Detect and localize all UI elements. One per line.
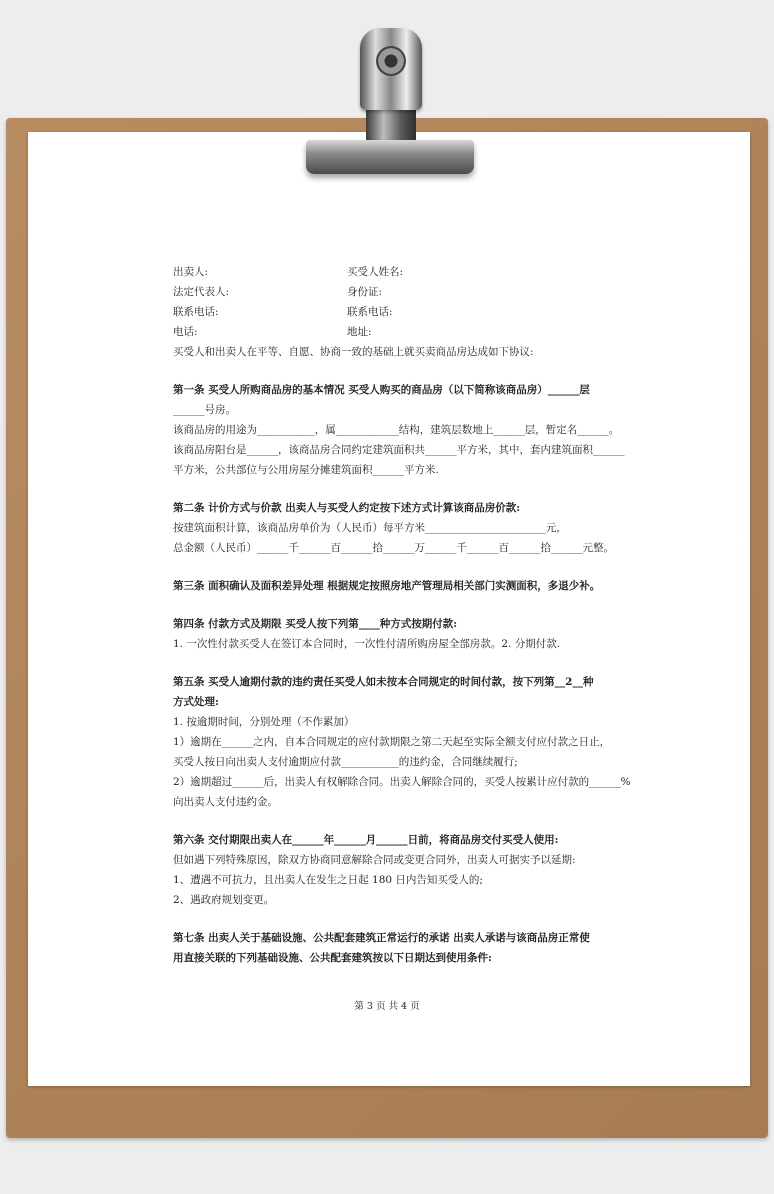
article-6-line: 2、遇政府规划变更。 [173, 894, 275, 906]
article-2-line: 总金额（人民币）______千______百______拾______万______千______百______拾______元整。 [173, 542, 614, 554]
article-1-line: 该商品房的用途为___________，属____________结构，建筑层数地上______层，暂定名______。 [173, 424, 620, 436]
intro-text: 买受人和出卖人在平等、自愿、协商一致的基础上就买卖商品房达成如下协议: [173, 346, 534, 358]
id-card-label: 身份证: [347, 286, 383, 298]
article-1-line: 平方米，公共部位与公用房屋分摊建筑面积______平方米. [173, 464, 439, 476]
article-5-line: 1）逾期在______之内，自本合同规定的应付款期限之第二天起至实际全额支付应付款之日止， [173, 736, 611, 748]
article-2-heading: 第二条 计价方式与价款 出卖人与买受人约定按下述方式计算该商品房价款: [173, 502, 521, 514]
address-label: 地址: [347, 326, 372, 338]
article-5-line: 买受人按日向出卖人支付逾期应付款___________的违约金，合同继续履行; [173, 756, 518, 768]
phone-label: 电话: [173, 326, 198, 338]
buyer-phone-label: 联系电话: [347, 306, 393, 318]
article-7-heading-cont: 用直接关联的下列基础设施、公共配套建筑按以下日期达到使用条件: [173, 952, 492, 964]
header-row [173, 322, 613, 342]
article-4-heading: 第四条 付款方式及期限 买受人按下列第____种方式按期付款: [173, 618, 458, 630]
seller-phone-label: 联系电话: [173, 306, 219, 318]
article-5-line: 2）逾期超过______后，出卖人有权解除合同。出卖人解除合同的，买受人按累计应付款的______% [173, 776, 631, 788]
legal-rep-label: 法定代表人: [173, 286, 230, 298]
page-number: 第 3 页 共 4 页 [354, 1001, 420, 1012]
seller-label: 出卖人: [173, 266, 209, 278]
article-2-line: 按建筑面积计算，该商品房单价为（人民币）每平方米_______________________元， [173, 522, 567, 534]
article-5-heading-cont: 方式处理: [173, 696, 219, 708]
binder-clip-base [306, 140, 474, 174]
article-1-heading: 第一条 买受人所购商品房的基本情况 买受人购买的商品房（以下简称该商品房）______层 [173, 384, 590, 396]
article-1-line: ______号房。 [173, 404, 236, 416]
header-row [173, 302, 613, 322]
article-1-line: 该商品房阳台是______，该商品房合同约定建筑面积共______平方米，其中，套内建筑面积______ [173, 444, 625, 456]
article-6-line: 1、遭遇不可抗力，且出卖人在发生之日起 180 日内告知买受人的; [173, 874, 483, 886]
article-5-heading: 第五条 买受人逾期付款的违约责任买受人如未按本合同规定的时间付款，按下列第__2__种 [173, 676, 594, 688]
header-row [173, 262, 613, 282]
article-5-line: 1. 按逾期时间，分别处理（不作累加） [173, 716, 355, 728]
binder-clip-hole [376, 46, 406, 76]
article-6-line: 但如遇下列特殊原因，除双方协商同意解除合同或变更合同外，出卖人可据实予以延期: [173, 854, 576, 866]
article-5-line: 向出卖人支付违约金。 [173, 796, 278, 808]
article-7-heading: 第七条 出卖人关于基础设施、公共配套建筑正常运行的承诺 出卖人承诺与该商品房正常使 [173, 932, 590, 944]
buyer-name-label: 买受人姓名: [347, 266, 404, 278]
article-6-heading: 第六条 交付期限出卖人在______年______月______日前，将商品房交付买受人使用: [173, 834, 559, 846]
article-3-heading: 第三条 面积确认及面积差异处理 根据规定按照房地产管理局相关部门实测面积，多退少补。 [173, 580, 601, 592]
header-row [173, 282, 613, 302]
article-4-line: 1. 一次性付款买受人在签订本合同时，一次性付清所购房屋全部房款。2. 分期付款. [173, 638, 561, 650]
contract-text [173, 262, 631, 968]
